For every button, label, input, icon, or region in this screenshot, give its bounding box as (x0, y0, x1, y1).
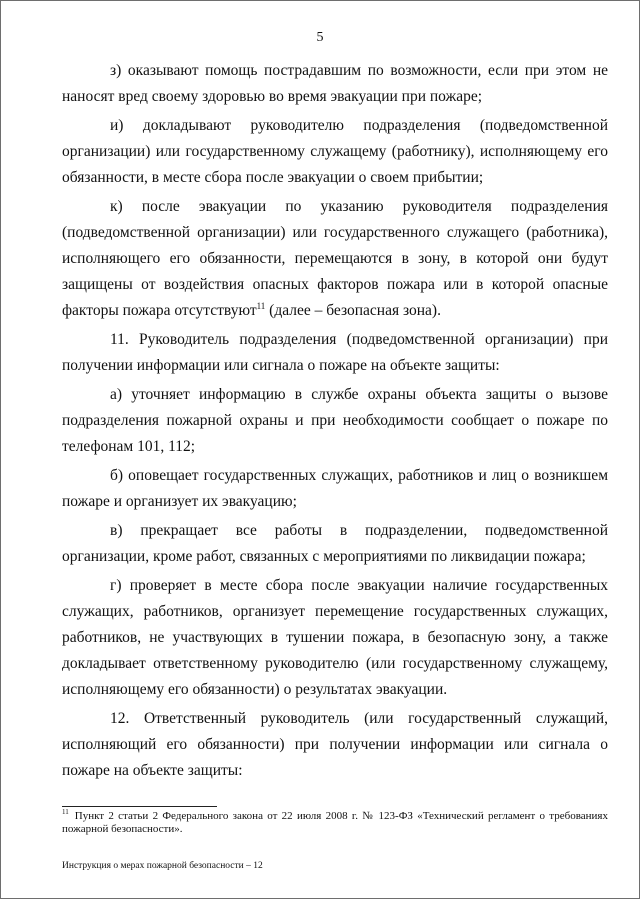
page-number: 5 (316, 30, 324, 45)
paragraph-v: в) прекращает все работы в подразделении, подведомственной организации, кроме работ, связанных с мероприятиями по ликвидации пожара; (62, 522, 608, 565)
document-body (62, 58, 608, 787)
paragraph-k-text-end: (далее – безопасная зона). (265, 302, 441, 319)
paragraph-a: а) уточняет информацию в службе охраны объекта защиты о вызове подразделения пожарной охраны и при необходимости сообщает о пожаре по телефонам 101, 112; (62, 386, 608, 455)
paragraph-k (62, 194, 608, 324)
paragraph-12: 12. Ответственный руководитель (или государственный служащий, исполняющий его обязанности) при получении информации или сигнала о пожаре на объекте защиты: (62, 710, 608, 779)
paragraph-z: з) оказывают помощь пострадавшим по возможности, если при этом не наносят вред своему здоровью во время эвакуации при пожаре; (62, 62, 608, 105)
footnote-reference: 11 (256, 300, 266, 311)
paragraph-k-text: к) после эвакуации по указанию руководителя подразделения (подведомственной организации) или государственного служащего (работника), исполняющего его обязанности, перемещаются в зону, в которой они будут защищены от воздействия опасных факторов пожара или в которой опасные факторы пожара отсутствуют (62, 198, 608, 319)
paragraph-11: 11. Руководитель подразделения (подведомственной организации) при получении информации или сигнала о пожаре на объекте защиты: (62, 331, 608, 374)
footnote-separator (62, 806, 217, 807)
paragraph-g: г) проверяет в месте сбора после эвакуации наличие государственных служащих, работников, организует перемещение государственных служащих, работников, не участвующих в тушении пожара, в безопасную зону, а также докладывает ответственному руководителю (или государственному служащему, исполняющему его обязанности) о результатах эвакуации. (62, 577, 608, 698)
footnote (62, 810, 608, 836)
footnote-text: Пункт 2 статьи 2 Федерального закона от 22 июля 2008 г. № 123-ФЗ «Технический регламент о требованиях пожарной безопасности». (62, 810, 608, 835)
running-footer: Инструкция о мерах пожарной безопасности – 12 (62, 861, 263, 871)
paragraph-i: и) докладывают руководителю подразделения (подведомственной организации) или государственному служащему (работнику), исполняющему его обязанности, в месте сбора после эвакуации о своем прибытии; (62, 117, 608, 186)
footnote-mark: 11 (62, 808, 69, 817)
paragraph-b: б) оповещает государственных служащих, работников и лиц о возникшем пожаре и организует их эвакуацию; (62, 467, 608, 510)
